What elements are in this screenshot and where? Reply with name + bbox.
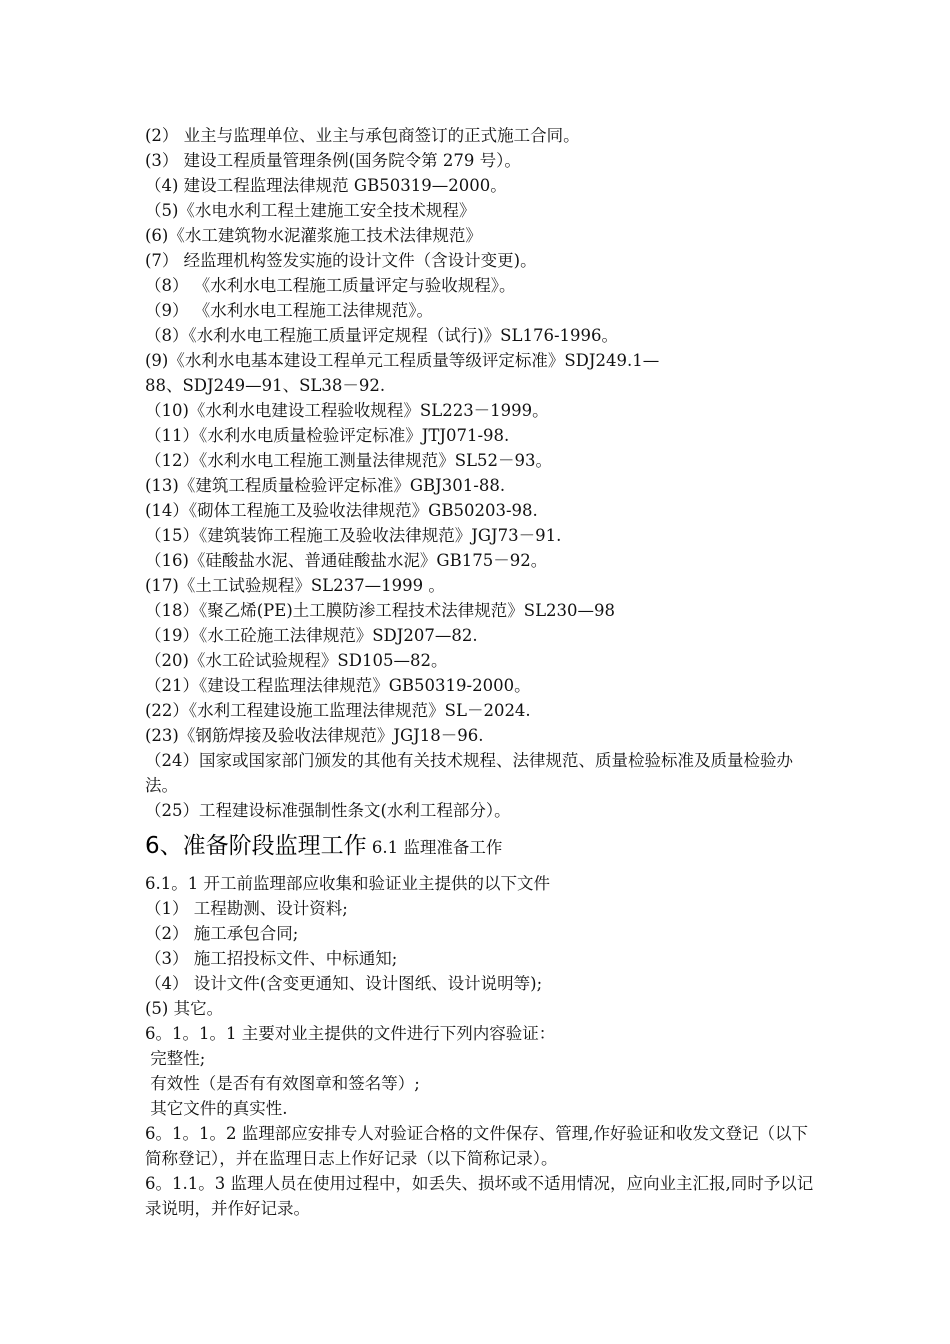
reference-list [145,123,815,823]
reference-item: (23)《钢筋焊接及验收法律规范》JGJ18－96. [145,726,484,745]
reference-item: (3） 建设工程质量管理条例(国务院令第 279 号）。 [145,151,521,170]
section-body [145,871,815,1221]
reference-item: (13)《建筑工程质量检验评定标准》GBJ301-88. [145,476,506,495]
verification-item: 有效性（是否有有效图章和签名等）; [145,1074,420,1093]
verification-item: 其它文件的真实性. [145,1099,288,1118]
reference-item: （8） 《水利水电工程施工质量评定与验收规程》。 [145,276,516,295]
document-list-item: （2） 施工承包合同; [145,924,299,943]
reference-item: （15）《建筑装饰工程施工及验收法律规范》JGJ73－91. [145,526,562,545]
reference-item: （19）《水工砼施工法律规范》SDJ207—82. [145,626,478,645]
reference-item: （12）《水利水电工程施工测量法律规范》SL52－93。 [145,451,552,470]
paragraph: 6。1。1。2 监理部应安排专人对验证合格的文件保存、管理,作好验证和收发文登记（以下简称登记），并在监理日志上作好记录（以下简称记录）。 [145,1124,808,1168]
subsection-title: 6.1 监理准备工作 [366,838,503,857]
reference-item: （9） 《水利水电工程施工法律规范》。 [145,301,433,320]
reference-item: （21）《建设工程监理法律规范》GB50319-2000。 [145,676,531,695]
reference-item: (22）《水利工程建设施工监理法律规范》SL－2024. [145,701,531,720]
document-list-item: （1） 工程勘测、设计资料; [145,899,348,918]
reference-item-25: （25）工程建设标准强制性条文(水利工程部分）。 [145,801,511,820]
reference-item: （5)《水电水利工程土建施工安全技术规程》 [145,201,476,220]
paragraph-line: 6。1。1。1 主要对业主提供的文件进行下列内容验证： [145,1024,556,1043]
reference-item: （4) 建设工程监理法律规范 GB50319—2000。 [145,176,507,195]
reference-item-continued: 88、SDJ249—91、SL38－92. [145,376,386,395]
reference-item: （11）《水利水电质量检验评定标准》JTJ071-98. [145,426,510,445]
verification-item: 完整性; [145,1049,206,1068]
reference-item: (17)《土工试验规程》SL237—1999 。 [145,576,445,595]
section-title: 6、准备阶段监理工作 [145,833,367,859]
reference-item: (14）《砌体工程施工及验收法律规范》GB50203-98. [145,501,538,520]
section-heading [145,825,815,867]
reference-item: （10)《水利水电建设工程验收规程》SL223－1999。 [145,401,549,420]
reference-item: （8）《水利水电工程施工质量评定规程（试行)》SL176-1996。 [145,326,619,345]
reference-item: (2） 业主与监理单位、业主与承包商签订的正式施工合同。 [145,126,580,145]
paragraph-line: 6.1。1 开工前监理部应收集和验证业主提供的以下文件 [145,874,550,893]
document-body [145,123,815,1221]
document-list-item: (5) 其它。 [145,999,224,1018]
reference-item: （16)《硅酸盐水泥、普通硅酸盐水泥》GB175－92。 [145,551,548,570]
reference-item: (7） 经监理机构签发实施的设计文件（含设计变更)。 [145,251,537,270]
reference-item: (9)《水利水电基本建设工程单元工程质量等级评定标准》SDJ249.1— [145,351,660,370]
document-list-item: （4） 设计文件(含变更通知、设计图纸、设计说明等); [145,974,543,993]
reference-item: （20)《水工砼试验规程》SD105—82。 [145,651,448,670]
document-list-item: （3） 施工招投标文件、中标通知; [145,949,398,968]
reference-item: （18）《聚乙烯(PE)土工膜防渗工程技术法律规范》SL230—98 [145,601,616,620]
reference-item: (6)《水工建筑物水泥灌浆施工技术法律规范》 [145,226,482,245]
reference-item-24: （24）国家或国家部门颁发的其他有关技术规程、法律规范、质量检验标准及质量检验办法。 [145,751,793,795]
paragraph: 6。1.1。3 监理人员在使用过程中，如丢失、损坏或不适用情况，应向业主汇报,同时予以记录说明，并作好记录。 [145,1174,814,1218]
